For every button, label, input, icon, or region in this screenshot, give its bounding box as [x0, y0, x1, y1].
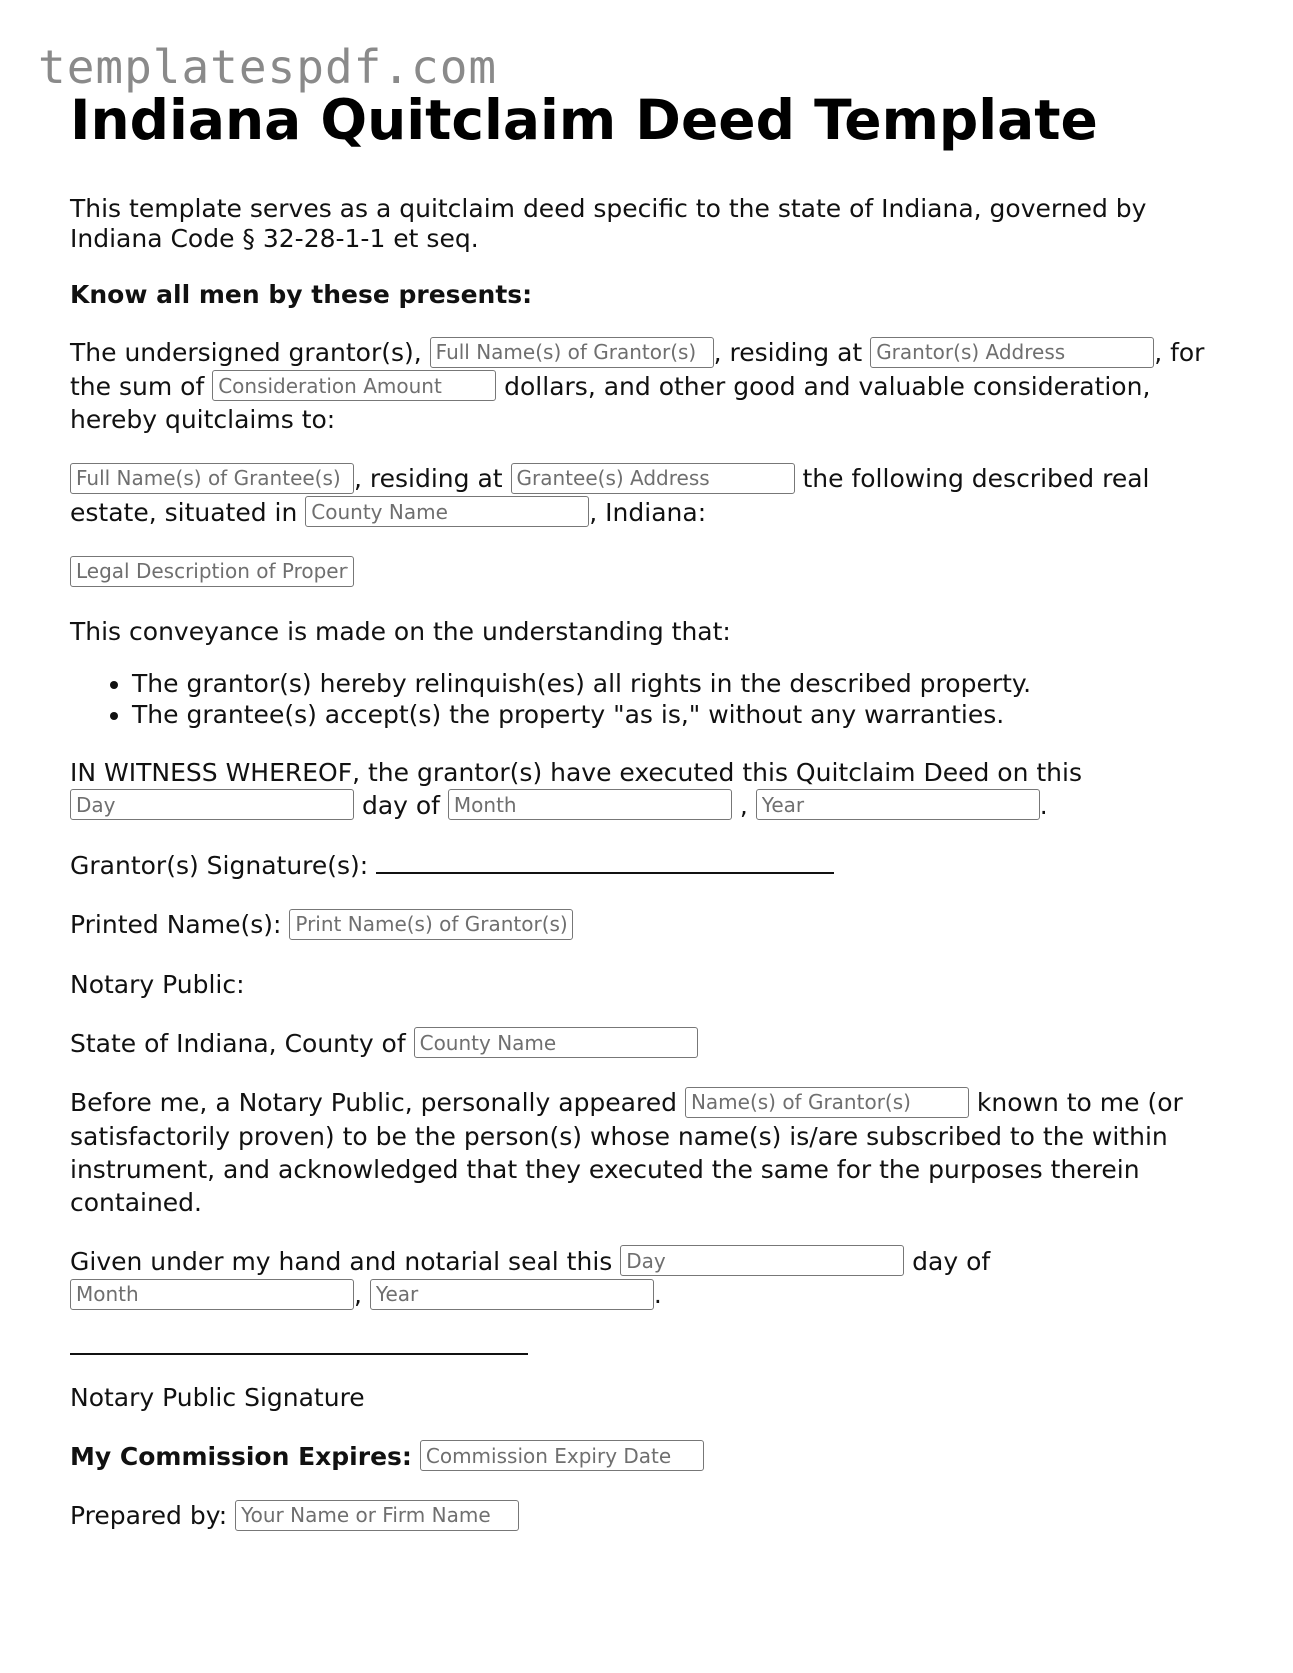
prepared-by-row: [70, 1499, 1230, 1533]
intro-text: This template serves as a quitclaim deed specific to the state of Indiana, governed by Indiana Code § 32-28-1-1 et seq.: [70, 194, 1147, 253]
execution-day-input[interactable]: [70, 789, 354, 820]
text: The undersigned grantor(s),: [70, 338, 430, 367]
text: day of: [904, 1246, 991, 1276]
text: the following described real estate, situated in: [70, 464, 1150, 527]
page-title: Indiana Quitclaim Deed Template: [70, 88, 1098, 152]
appeared-names-input[interactable]: [685, 1087, 969, 1118]
prepared-by-input[interactable]: [235, 1500, 519, 1531]
witness-paragraph: [70, 756, 1230, 823]
before-me-paragraph: [70, 1086, 1230, 1219]
commission-expiry-input[interactable]: [420, 1440, 704, 1471]
county-name-input[interactable]: [305, 496, 589, 527]
legal-description-row: [70, 555, 1230, 589]
text: day of: [354, 790, 448, 820]
watermark: templatespdf.com: [38, 40, 498, 94]
text: , residing at: [354, 464, 511, 493]
understanding-text: This conveyance is made on the understanding that:: [70, 616, 731, 646]
list-item: • The grantor(s) hereby relinquish(es) all rights in the described property.: [132, 668, 1230, 699]
text: ,: [731, 790, 756, 820]
grantee-paragraph: [70, 462, 1230, 529]
printed-names-input[interactable]: [289, 909, 573, 940]
grantor-address-input[interactable]: [870, 337, 1154, 368]
text: , residing at: [713, 338, 871, 367]
document-page: [70, 88, 1230, 1533]
commission-row: [70, 1440, 1230, 1474]
notary-public-label: Notary Public:: [70, 969, 245, 999]
grantor-name-input[interactable]: [430, 337, 714, 368]
conditions-list: [70, 668, 1230, 730]
execution-month-input[interactable]: [448, 789, 732, 820]
legal-description-input[interactable]: [70, 556, 354, 587]
notary-signature-label: Notary Public Signature: [70, 1382, 365, 1412]
list-item: • The grantee(s) accept(s) the property "as is," without any warranties.: [132, 699, 1230, 730]
consideration-amount-input[interactable]: [212, 370, 496, 401]
text: known to me (or satisfactorily proven) to be the person(s) whose name(s) is/are subscribed to the within instrument, and acknowledged that they executed the same for the purposes therein contained.: [70, 1088, 1183, 1217]
execution-year-input[interactable]: [756, 789, 1040, 820]
notary-signature-line[interactable]: [70, 1352, 528, 1355]
seal-month-input[interactable]: [70, 1279, 354, 1310]
text: , for the sum of: [70, 338, 1205, 401]
text: IN WITNESS WHEREOF, the grantor(s) have executed this Quitclaim Deed on this: [70, 757, 1082, 787]
grantee-name-input[interactable]: [70, 463, 354, 494]
grantor-paragraph: [70, 336, 1230, 436]
printed-names-label: Printed Name(s):: [70, 910, 290, 939]
commission-label: My Commission Expires:: [70, 1441, 412, 1471]
grantor-signature-line[interactable]: [376, 848, 834, 874]
notary-county-input[interactable]: [414, 1027, 698, 1058]
prepared-by-label: Prepared by:: [70, 1501, 236, 1530]
text: .: [653, 1280, 662, 1309]
given-paragraph: [70, 1245, 1230, 1312]
grantor-signature-row: [70, 848, 1230, 882]
grantee-address-input[interactable]: [511, 463, 795, 494]
grantor-signature-label: Grantor(s) Signature(s):: [70, 851, 377, 880]
text: State of Indiana, County of: [70, 1028, 414, 1058]
seal-year-input[interactable]: [370, 1279, 654, 1310]
text: ,: [354, 1280, 370, 1309]
text: , Indiana:: [589, 497, 707, 527]
text: .: [1039, 790, 1048, 820]
text: dollars, and other good and valuable consideration, hereby quitclaims to:: [70, 371, 1151, 434]
state-county-row: [70, 1027, 1230, 1061]
printed-names-row: [70, 908, 1230, 942]
seal-day-input[interactable]: [620, 1245, 904, 1276]
know-all-heading: Know all men by these presents:: [70, 280, 533, 309]
text: Before me, a Notary Public, personally appeared: [70, 1088, 685, 1117]
text: Given under my hand and notarial seal this: [70, 1246, 621, 1276]
